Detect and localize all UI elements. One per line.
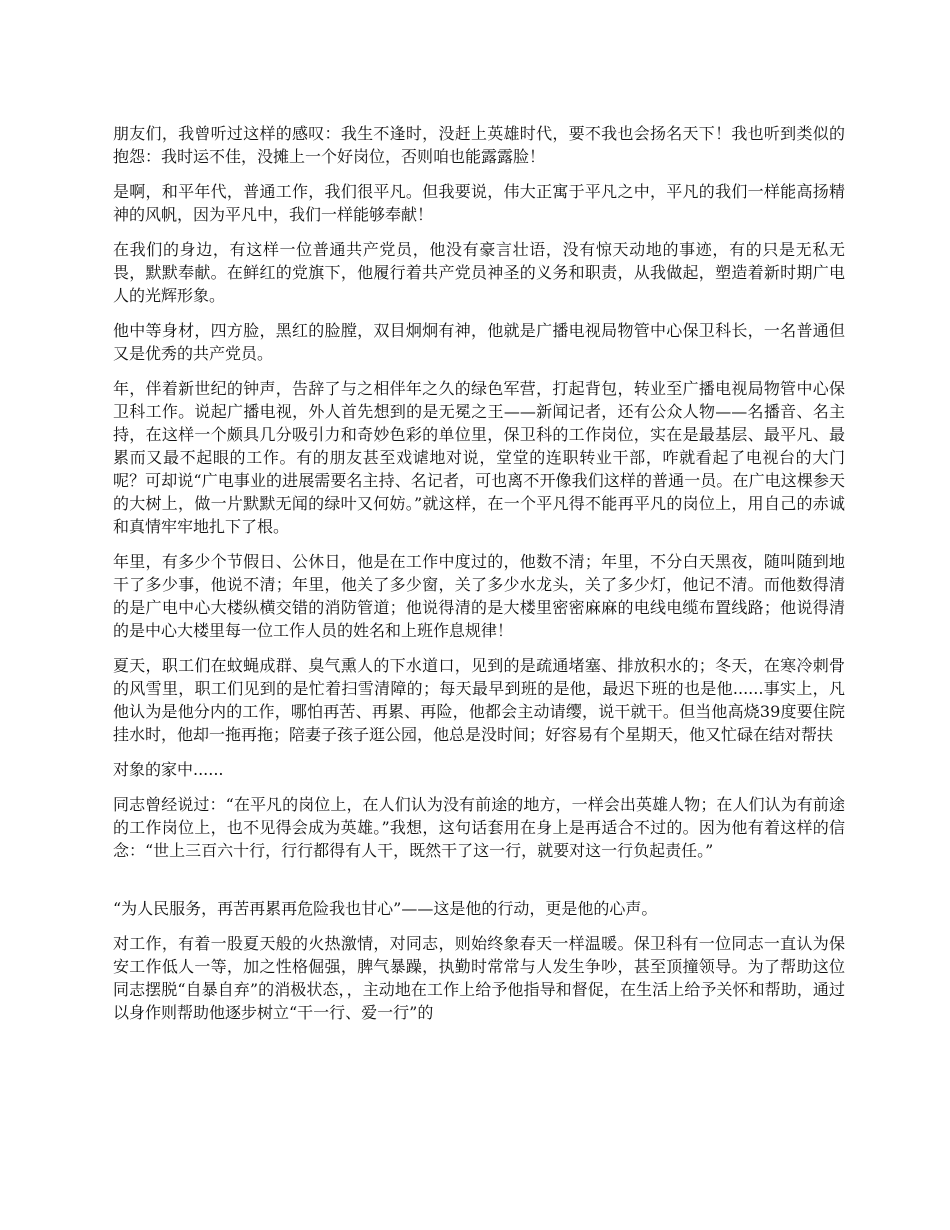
- paragraph-1: 朋友们，我曾听过这样的感叹：我生不逢时，没赶上英雄时代，要不我也会扬名天下！我也听到类似的抱怨：我时运不佳，没摊上一个好岗位，否则咱也能露露脸！: [113, 124, 845, 166]
- paragraph-2: 是啊，和平年代，普通工作，我们很平凡。但我要说，伟大正寓于平凡之中，平凡的我们一样能高扬精神的风帆，因为平凡中，我们一样能够奉献！: [113, 182, 845, 224]
- paragraph-8: 对象的家中......: [113, 760, 224, 779]
- paragraph-9: 同志曾经说过：“在平凡的岗位上，在人们认为没有前途的地方，一样会出英雄人物；在人们认为有前途的工作岗位上，也不见得会成为英雄。”我想，这句话套用在身上是再适合不过的。因为他有着这样的信念：“世上三百六十行，行行都得有人干，既然干了这一行，就要对这一行负起责任。”: [113, 795, 845, 860]
- paragraph-6: 年里，有多少个节假日、公休日，他是在工作中度过的，他数不清；年里，不分白天黑夜，随叫随到地干了多少事，他说不清；年里，他关了多少窗，关了多少水龙头，关了多少灯，他记不清。而他数得清的是广电中心大楼纵横交错的消防管道；他说得清的是大楼里密密麻麻的电线电缆布置线路；他说得清的是中心大楼里每一位工作人员的姓名和上班作息规律！: [113, 552, 845, 640]
- paragraph-3: 在我们的身边，有这样一位普通共产党员，他没有豪言壮语，没有惊天动地的事迹，有的只是无私无畏，默默奉献。在鲜红的党旗下，他履行着共产党员神圣的义务和职责，从我做起，塑造着新时期广电人的光辉形象。: [113, 240, 845, 305]
- document-body: [113, 122, 845, 1036]
- paragraph-10: “为人民服务，再苦再累再危险我也甘心”——这是他的行动，更是他的心声。: [113, 899, 658, 918]
- paragraph-4: 他中等身材，四方脸，黑红的脸膛，双目炯炯有神，他就是广播电视局物管中心保卫科长，一名普通但又是优秀的共产党员。: [113, 321, 845, 363]
- paragraph-11: 对工作，有着一股夏天般的火热激情，对同志，则始终象春天一样温暖。保卫科有一位同志一直认为保安工作低人一等，加之性格倔强，脾气暴躁，执勤时常常与人发生争吵，甚至顶撞领导。为了帮助这位同志摆脱“自暴自弃”的消极状态，，主动地在工作上给予他指导和督促，在生活上给予关怀和帮助，通过以身作则帮助他逐步树立“干一行、爱一行”的: [113, 934, 845, 1022]
- paragraph-5: 年，伴着新世纪的钟声，告辞了与之相伴年之久的绿色军营，打起背包，转业至广播电视局物管中心保卫科工作。说起广播电视，外人首先想到的是无冕之王——新闻记者，还有公众人物——名播音、名主持，在这样一个颇具几分吸引力和奇妙色彩的单位里，保卫科的工作岗位，实在是最基层、最平凡、最累而又最不起眼的工作。有的朋友甚至戏谑地对说，堂堂的连职转业干部，咋就看起了电视台的大门呢？可却说“广电事业的进展需要名主持、名记者，可也离不开像我们这样的普通一员。在广电这棵参天的大树上，做一片默默无闻的绿叶又何妨。”就这样，在一个平凡得不能再平凡的岗位上，用自己的赤诚和真情牢牢地扎下了根。: [113, 379, 845, 536]
- paragraph-7: 夏天，职工们在蚊蝇成群、臭气熏人的下水道口，见到的是疏通堵塞、排放积水的；冬天，在寒冷刺骨的风雪里，职工们见到的是忙着扫雪清障的；每天最早到班的是他，最迟下班的也是他......事实上，凡他认为是他分内的工作，哪怕再苦、再累、再险，他都会主动请缨，说干就干。但当他高烧39度要住院挂水时，他却一拖再拖；陪妻子孩子逛公园，他总是没时间；好容易有个星期天，他又忙碌在结对帮扶: [113, 656, 845, 744]
